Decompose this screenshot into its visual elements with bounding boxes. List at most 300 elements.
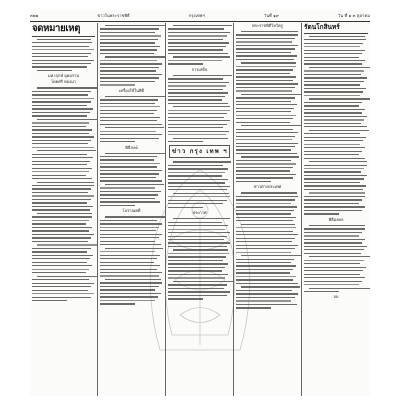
text-line [32,230,89,231]
text-line [32,223,86,224]
text-line [32,42,92,43]
text-line [236,293,298,294]
text-line [32,234,94,235]
text-line [37,244,98,245]
text-line [168,53,228,54]
text-line [168,120,230,121]
text-line [100,194,158,195]
text-line [168,96,225,97]
text-line [304,123,361,124]
text-line [168,124,227,125]
text-line [236,227,296,228]
text-line [236,104,297,105]
article-text [168,161,231,208]
text-line [32,98,94,99]
article-subheading: มหาฤกษ์ อุดมราม [48,73,79,79]
text-line [168,256,226,257]
text-line [173,75,232,76]
text-line [100,110,157,111]
text-line [304,253,361,254]
header-location: กรุงเทพฯ [188,13,205,18]
text-line [100,106,160,107]
text-line [236,45,298,46]
text-line [173,161,231,162]
text-line [236,248,295,249]
text-line [241,286,300,287]
text-line [236,231,293,232]
text-line [236,34,298,35]
text-line [100,198,155,199]
text-line [304,291,339,292]
text-line [100,275,159,276]
text-line [168,175,222,176]
text-line [236,153,297,154]
text-line [236,41,292,42]
text-line [100,28,159,29]
text-line [32,56,88,57]
text-line [236,252,291,253]
header-issue: วันที่ ๑๙ [263,13,279,18]
text-line [236,146,295,147]
text-line [236,245,298,246]
text-line [168,253,229,254]
text-line [168,203,223,204]
text-line [100,244,161,245]
text-line [168,182,225,183]
text-line [173,25,232,26]
text-line [304,189,363,190]
text-line [100,205,135,206]
text-line [32,53,91,54]
text-line [100,131,156,132]
text-line [37,150,96,151]
text-line [32,227,92,228]
text-line [32,188,91,189]
text-line [236,269,293,270]
column-3 [166,23,234,396]
text-line [236,199,295,200]
text-line [304,88,366,89]
header-page-number: ๓๒๒ [30,13,39,18]
text-line [105,56,165,57]
article-text [304,225,368,293]
text-line [236,118,293,119]
text-line [304,196,365,197]
text-line [236,108,294,109]
text-line [304,70,364,71]
text-line [32,129,92,130]
column-title: รัตนโกสินทร์ [304,23,340,31]
article-text [100,25,163,86]
text-line [304,232,362,233]
text-line [304,235,359,236]
text-line [37,87,98,88]
text-line [241,31,298,32]
text-line [100,173,159,174]
text-line [100,49,157,50]
page-header [30,10,370,22]
text-line [236,59,294,60]
text-line [236,132,298,133]
text-line [168,39,223,40]
text-line [32,265,92,266]
text-line [173,193,229,194]
text-line [32,290,88,291]
text-line [304,39,366,40]
text-line [32,112,90,113]
text-line [304,102,362,103]
text-line [32,168,92,169]
text-line [173,281,234,282]
text-line [168,225,228,226]
text-line [304,171,361,172]
text-line [236,259,294,260]
text-line [304,84,360,85]
text-line [304,140,363,141]
text-line [168,267,225,268]
text-line [100,120,157,121]
text-line [168,189,227,190]
article-subheading: โบราณคดี [122,208,141,214]
article-text [168,25,231,65]
article-subheading: เครื่องใช้ในพิธี [119,87,144,93]
text-line [168,85,226,86]
text-line [236,276,296,277]
text-line [168,274,228,275]
text-line [304,185,366,186]
text-line [32,283,94,284]
text-line [304,147,365,148]
text-line [32,115,87,116]
text-line [304,116,367,117]
text-line [32,122,89,123]
text-line [304,151,362,152]
text-line [236,174,296,175]
text-line [236,279,293,280]
text-line [168,168,228,169]
text-line [168,179,228,180]
text-line [32,199,91,200]
article-text [100,96,163,143]
text-line [304,77,367,78]
text-line [304,249,364,250]
text-line [304,91,363,92]
text-line [236,48,295,49]
text-line [32,195,94,196]
text-line [236,238,295,239]
text-line [168,82,229,83]
text-line [100,289,155,290]
text-line [37,213,92,214]
text-line [100,70,156,71]
text-line [236,262,291,263]
text-line [304,144,360,145]
text-line [236,181,271,182]
text-line [168,232,230,233]
text-line [304,213,339,214]
text-line [304,50,365,51]
text-line [100,265,160,266]
text-line [168,200,227,201]
text-line [100,282,162,283]
text-line [100,32,155,33]
text-line [32,91,91,92]
article-text [168,218,231,299]
text-line [168,288,224,289]
text-line [168,78,223,79]
text-line [168,295,227,296]
text-line [32,157,93,158]
text-line [241,156,299,157]
section-banner: ข่าว กรุง เทพ ฯ [172,148,228,156]
text-line [32,279,89,280]
text-line [168,103,228,104]
section-banner-box [169,145,230,158]
text-line [304,246,367,247]
text-line [32,192,88,193]
text-line [304,178,364,179]
text-line [100,220,157,221]
text-line [168,165,223,166]
text-line [100,269,157,270]
article-text [32,87,95,301]
text-line [304,133,360,134]
text-line [304,57,359,58]
article-text [236,192,299,308]
text-line [100,74,162,75]
text-line [32,269,89,270]
text-line [100,303,135,304]
text-line [100,124,162,125]
text-line [236,129,293,130]
article-subheading: การเสด็จ [191,66,208,72]
text-line [168,49,223,50]
column-4 [234,23,302,396]
text-line [168,32,230,33]
text-line [236,196,298,197]
text-line [304,60,365,61]
text-line [100,63,162,64]
text-line [168,222,222,223]
text-line [236,69,293,70]
text-line [32,255,93,256]
text-line [236,307,271,308]
text-line [32,108,93,109]
text-line [304,175,367,176]
text-line [100,141,135,142]
text-line [304,182,360,183]
text-line [236,203,291,204]
text-line [105,96,166,97]
text-line [168,46,226,47]
text-line [241,255,302,256]
text-line [304,284,359,285]
text-line [236,300,291,301]
text-line [309,67,370,68]
text-line [32,248,91,249]
text-line [304,242,362,243]
text-line [304,112,362,113]
text-line [105,184,164,185]
text-line [100,241,155,242]
text-line [173,106,230,107]
column-2 [98,23,166,396]
text-line [304,109,365,110]
text-line [304,63,362,64]
text-line [32,293,94,294]
text-line [236,217,296,218]
text-line [168,207,203,208]
text-line [168,270,222,271]
text-line [168,141,203,142]
text-line [168,92,228,93]
text-line [32,63,91,64]
text-line [100,258,157,259]
text-line [236,177,293,178]
text-line [37,70,72,71]
text-line [32,140,91,141]
text-line [32,171,89,172]
article-text [32,39,95,72]
column-5 [302,23,370,396]
text-line [100,293,161,294]
text-line [168,35,227,36]
masthead: จดหมายเหตุ [32,23,81,34]
text-line [304,158,365,159]
text-line [100,53,154,54]
text-line [236,97,295,98]
text-line [105,248,163,249]
text-line [168,99,222,100]
text-line [100,77,159,78]
text-line [304,43,363,44]
text-line [309,192,365,193]
text-line [100,300,155,301]
text-line [236,206,297,207]
text-line [168,127,223,128]
text-line [304,165,367,166]
article-text [236,31,299,182]
text-line [32,161,90,162]
text-line [173,56,230,57]
text-line [100,103,155,104]
text-line [168,63,203,64]
text-line [236,55,297,56]
text-line [236,160,291,161]
text-line [32,272,86,273]
text-line [168,242,230,243]
text-line [304,74,361,75]
text-line [100,272,162,273]
text-line [32,178,92,179]
text-line [32,60,94,61]
text-line [32,94,88,95]
text-line [304,260,364,261]
text-line [32,133,89,134]
text-line [168,277,225,278]
text-line [236,220,293,221]
text-line [168,260,223,261]
text-line [32,209,90,210]
text-line [100,201,160,202]
text-line [100,177,156,178]
text-line [236,87,295,88]
text-line [32,126,86,127]
text-line [32,251,87,252]
text-line [309,288,370,289]
text-line [304,105,359,106]
text-line [100,156,157,157]
text-line [100,35,161,36]
text-line [32,147,94,148]
text-line [236,241,292,242]
text-line [168,89,223,90]
text-line [304,267,366,268]
column-1 [30,23,98,396]
text-line [236,136,295,137]
text-line [236,213,291,214]
text-line [32,136,94,137]
article-subheading: ประกาศ [192,210,207,216]
text-line [105,25,166,26]
header-date: วัน ที่ ๑ ๓ ตุลาคม [338,13,370,18]
text-line [32,185,94,186]
text-line [304,168,364,169]
text-line [168,196,230,197]
text-line [236,163,296,164]
text-line [236,115,296,116]
text-line [236,290,292,291]
text-line [100,227,159,228]
text-line [100,237,159,238]
text-line [105,153,165,154]
text-line [168,110,230,111]
text-line [236,234,298,235]
divider [304,33,368,34]
text-line [168,298,203,299]
text-line [168,236,227,237]
text-line [32,66,87,67]
text-line [168,134,226,135]
text-line [304,281,362,282]
text-line [236,66,296,67]
text-line [236,76,296,77]
text-line [105,279,161,280]
text-line [304,81,364,82]
text-line [32,297,91,298]
text-line [100,39,158,40]
text-line [241,62,296,63]
text-line [100,134,162,135]
text-line [37,119,97,120]
article-text [100,216,163,304]
text-line [241,125,301,126]
text-line [304,206,365,207]
text-line [100,99,158,100]
text-line [304,53,362,54]
text-line [304,154,359,155]
text-line [168,229,225,230]
text-line [37,276,97,277]
text-line [304,263,360,264]
text-line [304,137,366,138]
text-line [100,286,159,287]
text-line [100,180,162,181]
text-line [100,138,159,139]
text-line [168,131,229,132]
text-line [32,202,87,203]
text-line [168,28,224,29]
